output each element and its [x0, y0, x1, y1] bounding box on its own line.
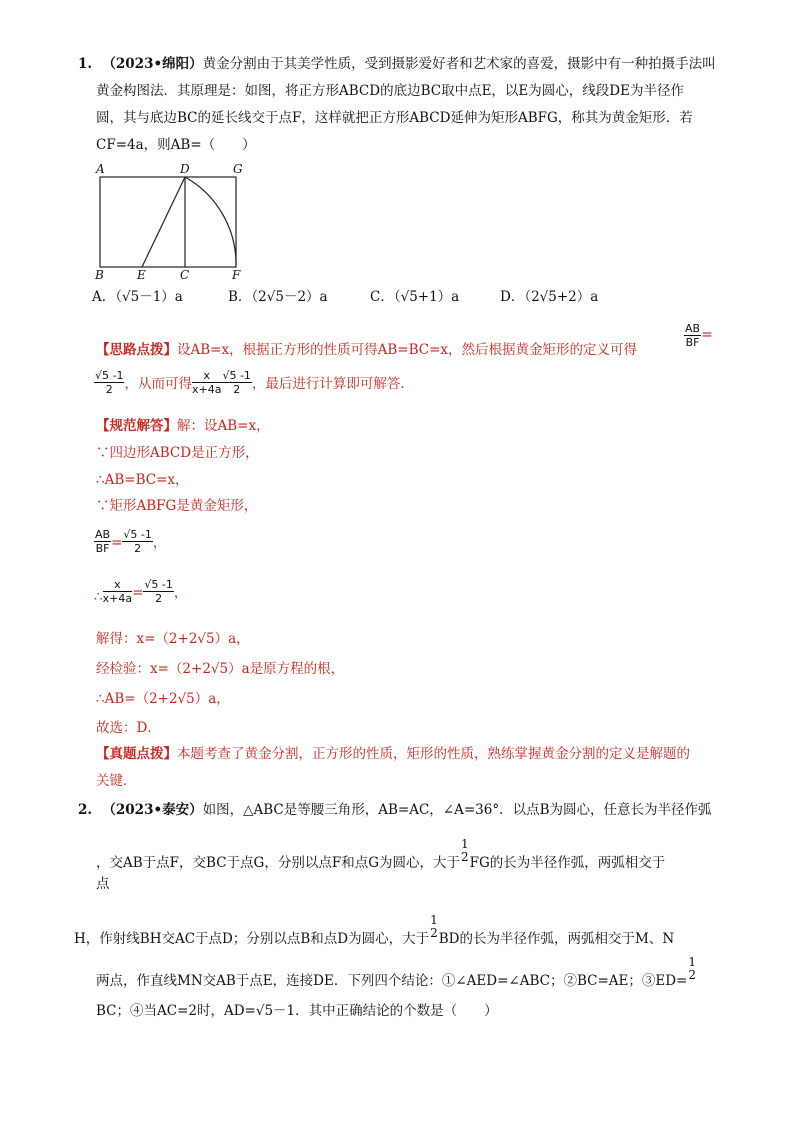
option-c-text: （√5+1）a: [393, 289, 460, 305]
option-a-label: A．: [92, 289, 116, 305]
solution-tag: 【规范解答】: [96, 418, 177, 434]
q2-line2: ，交AB于点F，交BC于点G，分别以点F和点G为圆心，大于 1 2 FG的长为半径作弧，两弧相交于: [96, 837, 666, 871]
label-e: E: [137, 268, 146, 280]
q1-header: [78, 58, 716, 72]
q1-hint-line1: [96, 344, 637, 358]
rectangle-abfg: [100, 177, 236, 267]
option-b-label: B．: [228, 289, 252, 305]
option-c-label: C．: [370, 289, 394, 305]
q2-line5: 两点，作直线MN交AB于点E，连接DE．下列四个结论：①∠AED=∠ABC；②BC=AE；③ED= 1 2: [96, 955, 696, 989]
label-b: B: [95, 268, 104, 280]
label-g: G: [233, 162, 243, 176]
option-b-text: （2√5－2）a: [251, 289, 328, 305]
q1-source: （2023•绵阳）: [102, 56, 203, 72]
option-b[interactable]: [228, 291, 328, 305]
q2-header: [78, 804, 712, 818]
label-a: A: [96, 162, 105, 176]
q1-stem-line2: 黄金构图法．其原理是：如图，将正方形ABCD的底边BC取中点E，以E为圆心，线段DE为半径作: [96, 83, 684, 99]
arc-df: [185, 177, 236, 267]
hint-tag: 【思路点拨】: [96, 342, 177, 358]
solution-line1: 【规范解答】解：设AB=x，: [96, 418, 270, 434]
hint-line2: $\frac{√5 -1}{2}$ ，从而可得 $\frac{x}{x+4a}$ $\frac{√5 -1}{2}$ ，最后进行计算即可解答．: [95, 369, 414, 396]
q1-stem-line3: 圆，其与底边BC的延长线交于点F，这样就把正方形ABCD延伸为矩形ABFG，称其为黄金矩形．若: [96, 110, 693, 126]
option-d[interactable]: [500, 291, 598, 305]
q2-line6: BC；④当AC=2时，AD=√5－1．其中正确结论的个数是（ ）: [96, 1003, 498, 1019]
label-c: C: [180, 268, 190, 280]
solution-check: 经检验：x=（2+2√5）a是原方程的根，: [96, 661, 345, 677]
review-line2: 关键．: [96, 773, 137, 789]
solution-frac-eq1: $\frac{AB}{BF}$ = $\frac{√5 -1}{2}$ ，: [95, 528, 167, 555]
solution-line4: ∵矩形ABFG是黄金矩形，: [96, 498, 258, 514]
q1-number: 1.: [78, 56, 93, 72]
label-f: F: [232, 268, 241, 280]
review-tag: 【真题点拨】: [96, 746, 177, 762]
q2-number: 2.: [78, 802, 93, 818]
option-d-text: （2√5+2）a: [524, 289, 599, 305]
q1-stem-line4: CF=4a，则AB=（ ）: [96, 137, 256, 153]
option-a[interactable]: [92, 291, 183, 305]
segment-ed: [142, 177, 185, 267]
option-d-label: D．: [500, 289, 525, 305]
solution-line2: ∵四边形ABCD是正方形，: [96, 445, 259, 461]
review-line1: 【真题点拨】本题考查了黄金分割，正方形的性质，矩形的性质，熟练掌握黄金分割的定义是解题的: [96, 746, 690, 762]
q2-line1: 如图，△ABC是等腰三角形，AB=AC，∠A=36°．以点B为圆心，任意长为半径作弧: [202, 802, 712, 818]
solution-choose: 故选：D．: [96, 720, 161, 736]
hint-frac-ab-bf: $\frac{AB}{BF}$ =: [685, 322, 713, 349]
label-d: D: [180, 162, 190, 176]
solution-line3: ∴AB=BC=x，: [96, 472, 189, 488]
q2-line4: H，作射线BH交AC于点D；分别以点B和点D为圆心，大于 1 2 BD的长为半径作弧，两弧相交于M、N: [74, 913, 675, 947]
q2-source: （2023•泰安）: [102, 802, 203, 818]
q1-stem-line1: 黄金分割由于其美学性质，受到摄影爱好者和艺术家的喜爱，摄影中有一种拍摄手法叫: [202, 56, 716, 72]
solution-solve: 解得：x=（2+2√5）a，: [96, 631, 250, 647]
q2-line3: 点: [96, 876, 110, 892]
option-a-text: （√5－1）a: [115, 289, 183, 305]
hint-text1: 设AB=x，根据正方形的性质可得AB=BC=x，然后根据黄金矩形的定义可得: [177, 342, 638, 358]
solution-result: ∴AB=（2+2√5）a，: [96, 691, 230, 707]
solution-frac-eq2: ∴ $\frac{x}{x+4a}$ = $\frac{√5 -1}{2}$ ，: [94, 578, 188, 605]
q1-figure: [90, 160, 250, 280]
option-c[interactable]: [370, 291, 459, 305]
